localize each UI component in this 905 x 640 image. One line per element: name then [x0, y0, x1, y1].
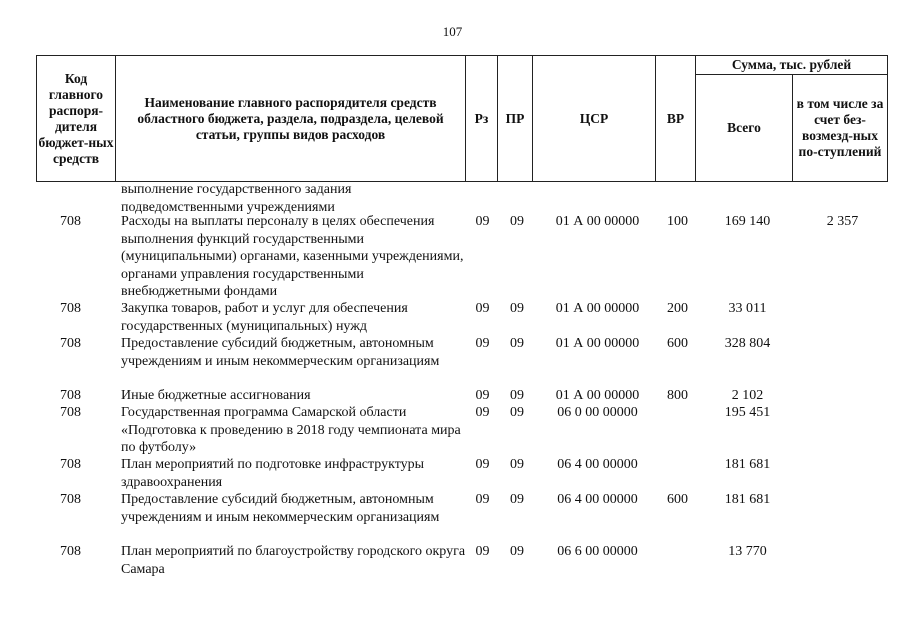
cell-total: 328 804: [724, 336, 771, 351]
header-pr: ПР: [505, 110, 525, 126]
cell-total: 33 011: [728, 301, 767, 316]
cell-code: 708: [60, 336, 81, 351]
page-number: 107: [442, 24, 463, 39]
cell-csr: 06 6 00 00000: [557, 544, 638, 559]
cell-csr: 01 А 00 00000: [555, 388, 640, 403]
cell-csr: 06 4 00 00000: [557, 492, 638, 507]
header-csr: ЦСР: [579, 110, 609, 126]
cell-free: 2 357: [826, 214, 859, 229]
cell-vr: 100: [667, 214, 688, 229]
cell-pr: 09: [510, 457, 524, 472]
cell-rz: 09: [475, 301, 490, 316]
cell-name: Расходы на выплаты персоналу в целях обеспечения выполнения функций государственными (муниципальными) органами, казенными учреждениями, органами управления государственными внебюджетными фондами: [121, 214, 464, 299]
cell-csr: 01 А 00 00000: [555, 336, 640, 351]
header-free: в том числе за счет без-возмезд-ных по-ступлений: [796, 96, 884, 159]
cell-pr: 09: [510, 301, 524, 316]
cell-vr: 600: [667, 492, 688, 507]
cell-total: 181 681: [724, 492, 771, 507]
cell-name: План мероприятий по благоустройству городского округа Самара: [121, 544, 466, 577]
cell-rz: 09: [475, 457, 490, 472]
cell-code: 708: [60, 492, 81, 507]
cell-total: 13 770: [728, 544, 767, 559]
header-rz: Рз: [474, 110, 489, 126]
cell-vr: 600: [667, 336, 688, 351]
cell-name: Предоставление субсидий бюджетным, автономным учреждениям и иным некоммерческим организациям: [121, 336, 440, 369]
cell-csr: 01 А 00 00000: [555, 301, 640, 316]
cell-rz: 09: [475, 388, 490, 403]
cell-pr: 09: [510, 405, 524, 420]
cell-csr: 06 4 00 00000: [557, 457, 638, 472]
cell-pr: 09: [510, 492, 524, 507]
cell-total: 195 451: [724, 405, 771, 420]
cell-name: Закупка товаров, работ и услуг для обеспечения государственных (муниципальных) нужд: [121, 301, 408, 334]
header-code: Код главного распоря-дителя бюджет-ных средств: [38, 70, 114, 166]
cell-name: выполнение государственного задания подведомственными учреждениями: [121, 182, 352, 215]
cell-csr: 06 0 00 00000: [557, 405, 638, 420]
cell-code: 708: [60, 405, 81, 420]
cell-rz: 09: [475, 544, 490, 559]
cell-vr: 800: [667, 388, 688, 403]
cell-total: 2 102: [731, 388, 764, 403]
header-total: Всего: [727, 120, 761, 135]
cell-name: Предоставление субсидий бюджетным, автономным учреждениям и иным некоммерческим организациям: [121, 492, 440, 525]
header-vr: ВР: [666, 110, 685, 126]
cell-rz: 09: [475, 214, 490, 229]
cell-rz: 09: [475, 336, 490, 351]
cell-code: 708: [60, 214, 81, 229]
cell-csr: 01 А 00 00000: [555, 214, 640, 229]
cell-code: 708: [60, 544, 81, 559]
cell-name: Иные бюджетные ассигнования: [121, 388, 311, 403]
cell-pr: 09: [510, 214, 524, 229]
cell-name: План мероприятий по подготовке инфраструктуры здравоохранения: [121, 457, 425, 490]
cell-pr: 09: [510, 388, 524, 403]
cell-rz: 09: [475, 492, 490, 507]
cell-code: 708: [60, 388, 81, 403]
cell-total: 181 681: [724, 457, 771, 472]
cell-pr: 09: [510, 544, 524, 559]
header-sum: Сумма, тыс. рублей: [731, 57, 852, 72]
cell-code: 708: [60, 457, 81, 472]
cell-code: 708: [60, 301, 81, 316]
cell-rz: 09: [475, 405, 490, 420]
header-name: Наименование главного распорядителя средств областного бюджета, раздела, подраздела, целевой статьи, группы видов расходов: [137, 94, 444, 142]
cell-total: 169 140: [724, 214, 771, 229]
cell-pr: 09: [510, 336, 524, 351]
cell-name: Государственная программа Самарской области «Подготовка к проведению в 2018 году чемпионата мира по футболу»: [121, 405, 461, 455]
cell-vr: 200: [667, 301, 688, 316]
